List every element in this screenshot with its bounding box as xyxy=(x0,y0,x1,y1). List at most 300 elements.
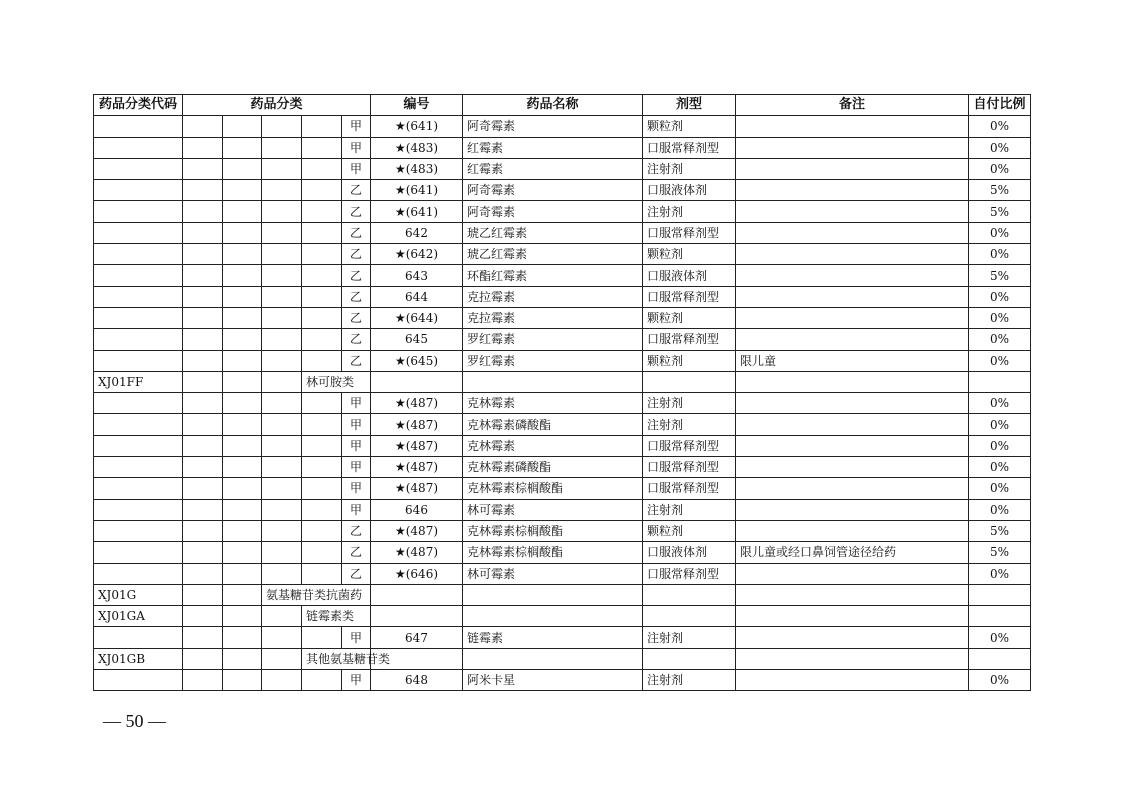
cell-tier: 甲 xyxy=(342,393,371,414)
cell-ratio: 5% xyxy=(969,520,1031,541)
cell-cat-indent xyxy=(223,307,262,328)
cell-number xyxy=(371,584,463,605)
cell-drug-name: 克拉霉素 xyxy=(463,286,643,307)
cell-number: ★(487) xyxy=(371,414,463,435)
cell-ratio: 5% xyxy=(969,265,1031,286)
cell-remark: 限儿童 xyxy=(736,350,969,371)
cell-cat-indent xyxy=(223,244,262,265)
cell-cat-indent xyxy=(302,457,342,478)
cell-number: ★(642) xyxy=(371,244,463,265)
cell-dosage-form: 口服常释剂型 xyxy=(643,137,736,158)
cell-code xyxy=(94,137,183,158)
cell-cat-indent xyxy=(302,499,342,520)
cell-code xyxy=(94,350,183,371)
cell-ratio: 0% xyxy=(969,563,1031,584)
cell-code xyxy=(94,180,183,201)
cell-code xyxy=(94,478,183,499)
cell-cat-indent xyxy=(183,222,223,243)
cell-cat-indent xyxy=(183,457,223,478)
cell-remark xyxy=(736,435,969,456)
cell-drug-name: 环酯红霉素 xyxy=(463,265,643,286)
cell-ratio: 0% xyxy=(969,286,1031,307)
cell-remark xyxy=(736,648,969,669)
cell-dosage-form: 颗粒剂 xyxy=(643,350,736,371)
cell-cat-indent xyxy=(183,265,223,286)
cell-cat-indent xyxy=(183,329,223,350)
cell-code xyxy=(94,393,183,414)
cell-ratio: 0% xyxy=(969,393,1031,414)
cell-cat-indent xyxy=(302,265,342,286)
cell-tier: 甲 xyxy=(342,499,371,520)
cell-code xyxy=(94,670,183,691)
cell-remark xyxy=(736,329,969,350)
cell-code: XJ01GA xyxy=(94,606,183,627)
cell-cat-indent xyxy=(223,670,262,691)
cell-cat-indent xyxy=(302,222,342,243)
cell-dosage-form: 颗粒剂 xyxy=(643,116,736,137)
cell-remark: 限儿童或经口鼻饲管途径给药 xyxy=(736,542,969,563)
cell-ratio xyxy=(969,606,1031,627)
header-ratio: 自付比例 xyxy=(969,95,1031,116)
table-row xyxy=(94,329,1031,350)
cell-remark xyxy=(736,137,969,158)
header-form: 剂型 xyxy=(643,95,736,116)
cell-cat-indent xyxy=(302,542,342,563)
cell-drug-name: 阿米卡星 xyxy=(463,670,643,691)
cell-drug-name: 红霉素 xyxy=(463,158,643,179)
cell-cat-indent xyxy=(183,201,223,222)
cell-cat-indent xyxy=(302,286,342,307)
cell-cat-indent xyxy=(223,350,262,371)
cell-code xyxy=(94,499,183,520)
cell-cat-indent xyxy=(302,307,342,328)
cell-tier: 乙 xyxy=(342,286,371,307)
cell-cat-indent xyxy=(262,158,302,179)
cell-cat-indent xyxy=(183,478,223,499)
cell-ratio: 0% xyxy=(969,244,1031,265)
cell-drug-name: 林可霉素 xyxy=(463,499,643,520)
cell-cat-indent xyxy=(262,414,302,435)
cell-code xyxy=(94,265,183,286)
table-body xyxy=(94,116,1031,691)
cell-cat-indent xyxy=(183,307,223,328)
cell-number: ★(487) xyxy=(371,393,463,414)
cell-code xyxy=(94,414,183,435)
cell-dosage-form: 口服常释剂型 xyxy=(643,329,736,350)
cell-cat-indent xyxy=(302,627,342,648)
cell-remark xyxy=(736,244,969,265)
cell-cat-indent xyxy=(183,584,223,605)
cell-code xyxy=(94,520,183,541)
cell-cat-indent xyxy=(183,180,223,201)
cell-drug-name xyxy=(463,584,643,605)
cell-cat-indent xyxy=(223,648,262,669)
cell-cat-indent xyxy=(183,286,223,307)
cell-cat-indent xyxy=(302,393,342,414)
cell-number xyxy=(371,371,463,392)
table-row xyxy=(94,350,1031,371)
cell-cat-indent xyxy=(302,116,342,137)
cell-dosage-form: 颗粒剂 xyxy=(643,520,736,541)
drug-catalog-table xyxy=(93,94,1031,691)
cell-code xyxy=(94,116,183,137)
cell-tier: 乙 xyxy=(342,520,371,541)
cell-number: 648 xyxy=(371,670,463,691)
cell-code: XJ01G xyxy=(94,584,183,605)
cell-code: XJ01GB xyxy=(94,648,183,669)
cell-cat-indent xyxy=(183,137,223,158)
cell-tier: 乙 xyxy=(342,222,371,243)
cell-cat-indent xyxy=(183,393,223,414)
cell-cat-indent xyxy=(262,286,302,307)
cell-code xyxy=(94,329,183,350)
table-row xyxy=(94,244,1031,265)
cell-tier: 甲 xyxy=(342,627,371,648)
cell-ratio: 0% xyxy=(969,137,1031,158)
cell-dosage-form: 注射剂 xyxy=(643,201,736,222)
cell-dosage-form: 口服常释剂型 xyxy=(643,457,736,478)
cell-drug-name: 克林霉素 xyxy=(463,393,643,414)
table-row xyxy=(94,393,1031,414)
cell-cat-indent xyxy=(223,414,262,435)
cell-code xyxy=(94,457,183,478)
cell-number: ★(645) xyxy=(371,350,463,371)
cell-cat-indent xyxy=(223,478,262,499)
cell-ratio: 0% xyxy=(969,627,1031,648)
cell-tier: 乙 xyxy=(342,201,371,222)
cell-ratio: 5% xyxy=(969,542,1031,563)
table-row xyxy=(94,307,1031,328)
table-row xyxy=(94,606,1031,627)
cell-cat-indent xyxy=(302,350,342,371)
cell-cat-indent xyxy=(262,648,302,669)
cell-dosage-form: 口服常释剂型 xyxy=(643,435,736,456)
cell-code xyxy=(94,244,183,265)
cell-tier: 甲 xyxy=(342,414,371,435)
cell-cat-indent xyxy=(302,244,342,265)
cell-cat-indent xyxy=(183,116,223,137)
cell-cat-indent xyxy=(302,180,342,201)
cell-cat-indent xyxy=(223,393,262,414)
cell-tier: 乙 xyxy=(342,180,371,201)
cell-number: ★(644) xyxy=(371,307,463,328)
cell-dosage-form: 口服常释剂型 xyxy=(643,478,736,499)
table-row xyxy=(94,371,1031,392)
cell-code xyxy=(94,542,183,563)
cell-cat-indent xyxy=(183,158,223,179)
cell-cat-indent xyxy=(183,606,223,627)
page-number: — 50 — xyxy=(103,711,166,731)
cell-number: ★(483) xyxy=(371,137,463,158)
cell-drug-name: 琥乙红霉素 xyxy=(463,222,643,243)
cell-ratio: 5% xyxy=(969,180,1031,201)
cell-number: ★(646) xyxy=(371,563,463,584)
cell-code xyxy=(94,201,183,222)
cell-remark xyxy=(736,584,969,605)
cell-ratio: 0% xyxy=(969,329,1031,350)
table-row xyxy=(94,584,1031,605)
cell-code xyxy=(94,563,183,584)
cell-remark xyxy=(736,180,969,201)
cell-remark xyxy=(736,627,969,648)
cell-cat-indent xyxy=(262,563,302,584)
cell-remark xyxy=(736,563,969,584)
cell-dosage-form xyxy=(643,584,736,605)
cell-ratio: 0% xyxy=(969,307,1031,328)
header-name: 药品名称 xyxy=(463,95,643,116)
cell-dosage-form: 注射剂 xyxy=(643,414,736,435)
cell-number xyxy=(371,606,463,627)
cell-drug-name: 阿奇霉素 xyxy=(463,116,643,137)
table-row xyxy=(94,116,1031,137)
cell-category: 林可胺类 xyxy=(302,371,371,392)
table-row xyxy=(94,499,1031,520)
cell-code xyxy=(94,222,183,243)
cell-cat-indent xyxy=(302,435,342,456)
table-row xyxy=(94,627,1031,648)
cell-dosage-form: 口服常释剂型 xyxy=(643,563,736,584)
cell-remark xyxy=(736,371,969,392)
cell-cat-indent xyxy=(262,520,302,541)
cell-ratio: 0% xyxy=(969,670,1031,691)
cell-dosage-form xyxy=(643,648,736,669)
cell-cat-indent xyxy=(302,670,342,691)
cell-ratio: 0% xyxy=(969,478,1031,499)
header-category: 药品分类 xyxy=(183,95,371,116)
cell-code xyxy=(94,627,183,648)
cell-cat-indent xyxy=(183,244,223,265)
cell-number: 646 xyxy=(371,499,463,520)
cell-ratio: 0% xyxy=(969,116,1031,137)
cell-cat-indent xyxy=(262,201,302,222)
cell-category: 氨基糖苷类抗菌药 xyxy=(262,584,371,605)
cell-cat-indent xyxy=(262,371,302,392)
cell-cat-indent xyxy=(262,116,302,137)
cell-cat-indent xyxy=(223,116,262,137)
cell-tier: 乙 xyxy=(342,329,371,350)
cell-ratio: 0% xyxy=(969,158,1031,179)
cell-number: ★(641) xyxy=(371,201,463,222)
cell-cat-indent xyxy=(262,542,302,563)
cell-remark xyxy=(736,116,969,137)
cell-number: ★(487) xyxy=(371,457,463,478)
cell-tier: 甲 xyxy=(342,457,371,478)
cell-dosage-form: 口服液体剂 xyxy=(643,265,736,286)
cell-drug-name: 红霉素 xyxy=(463,137,643,158)
cell-drug-name: 罗红霉素 xyxy=(463,350,643,371)
cell-cat-indent xyxy=(223,584,262,605)
cell-number: ★(641) xyxy=(371,180,463,201)
cell-cat-indent xyxy=(262,606,302,627)
cell-cat-indent xyxy=(262,222,302,243)
cell-tier: 乙 xyxy=(342,244,371,265)
cell-tier: 乙 xyxy=(342,542,371,563)
cell-code xyxy=(94,286,183,307)
header-remark: 备注 xyxy=(736,95,969,116)
cell-remark xyxy=(736,670,969,691)
cell-dosage-form: 注射剂 xyxy=(643,499,736,520)
table-row xyxy=(94,286,1031,307)
cell-remark xyxy=(736,307,969,328)
cell-cat-indent xyxy=(223,606,262,627)
cell-drug-name: 克林霉素 xyxy=(463,435,643,456)
cell-cat-indent xyxy=(262,137,302,158)
cell-drug-name: 链霉素 xyxy=(463,627,643,648)
cell-tier: 甲 xyxy=(342,116,371,137)
cell-drug-name: 林可霉素 xyxy=(463,563,643,584)
cell-remark xyxy=(736,265,969,286)
cell-number: ★(641) xyxy=(371,116,463,137)
cell-cat-indent xyxy=(183,371,223,392)
cell-cat-indent xyxy=(302,137,342,158)
table-row xyxy=(94,563,1031,584)
cell-drug-name: 克林霉素磷酸酯 xyxy=(463,414,643,435)
cell-dosage-form: 颗粒剂 xyxy=(643,244,736,265)
cell-remark xyxy=(736,457,969,478)
header-number: 编号 xyxy=(371,95,463,116)
table-row xyxy=(94,542,1031,563)
cell-cat-indent xyxy=(262,627,302,648)
cell-cat-indent xyxy=(183,520,223,541)
cell-cat-indent xyxy=(262,350,302,371)
cell-dosage-form: 注射剂 xyxy=(643,627,736,648)
cell-cat-indent xyxy=(223,435,262,456)
cell-tier: 甲 xyxy=(342,478,371,499)
cell-cat-indent xyxy=(262,670,302,691)
cell-ratio: 0% xyxy=(969,222,1031,243)
cell-dosage-form xyxy=(643,606,736,627)
cell-number: 645 xyxy=(371,329,463,350)
cell-tier: 甲 xyxy=(342,670,371,691)
cell-drug-name xyxy=(463,648,643,669)
cell-drug-name: 琥乙红霉素 xyxy=(463,244,643,265)
cell-cat-indent xyxy=(223,137,262,158)
cell-drug-name: 克拉霉素 xyxy=(463,307,643,328)
cell-code: XJ01FF xyxy=(94,371,183,392)
table-row xyxy=(94,158,1031,179)
cell-dosage-form: 口服常释剂型 xyxy=(643,286,736,307)
cell-cat-indent xyxy=(302,158,342,179)
table-row xyxy=(94,137,1031,158)
cell-remark xyxy=(736,478,969,499)
cell-tier: 乙 xyxy=(342,307,371,328)
cell-cat-indent xyxy=(262,435,302,456)
cell-ratio: 0% xyxy=(969,350,1031,371)
cell-cat-indent xyxy=(302,329,342,350)
cell-ratio xyxy=(969,648,1031,669)
cell-cat-indent xyxy=(183,670,223,691)
table-row xyxy=(94,201,1031,222)
cell-tier: 甲 xyxy=(342,137,371,158)
cell-cat-indent xyxy=(183,542,223,563)
cell-dosage-form: 颗粒剂 xyxy=(643,307,736,328)
cell-cat-indent xyxy=(223,265,262,286)
cell-cat-indent xyxy=(262,478,302,499)
cell-ratio: 0% xyxy=(969,435,1031,456)
cell-category: 链霉素类 xyxy=(302,606,371,627)
cell-code xyxy=(94,158,183,179)
cell-cat-indent xyxy=(183,627,223,648)
cell-number: 644 xyxy=(371,286,463,307)
table-row xyxy=(94,222,1031,243)
table-row xyxy=(94,457,1031,478)
cell-remark xyxy=(736,201,969,222)
cell-cat-indent xyxy=(183,563,223,584)
cell-dosage-form xyxy=(643,371,736,392)
cell-cat-indent xyxy=(223,371,262,392)
cell-ratio: 0% xyxy=(969,414,1031,435)
cell-cat-indent xyxy=(262,180,302,201)
cell-cat-indent xyxy=(183,499,223,520)
cell-drug-name: 克林霉素棕榈酸酯 xyxy=(463,478,643,499)
cell-code xyxy=(94,435,183,456)
cell-cat-indent xyxy=(302,478,342,499)
cell-cat-indent xyxy=(262,265,302,286)
cell-cat-indent xyxy=(183,648,223,669)
table-row xyxy=(94,414,1031,435)
cell-number: 643 xyxy=(371,265,463,286)
cell-cat-indent xyxy=(183,350,223,371)
cell-dosage-form: 口服常释剂型 xyxy=(643,222,736,243)
cell-cat-indent xyxy=(262,457,302,478)
cell-code xyxy=(94,307,183,328)
cell-cat-indent xyxy=(223,158,262,179)
cell-drug-name: 罗红霉素 xyxy=(463,329,643,350)
cell-remark xyxy=(736,499,969,520)
cell-category: 其他氨基糖苷类 xyxy=(302,648,371,669)
table-row xyxy=(94,180,1031,201)
cell-ratio: 5% xyxy=(969,201,1031,222)
cell-drug-name: 阿奇霉素 xyxy=(463,201,643,222)
cell-dosage-form: 口服液体剂 xyxy=(643,180,736,201)
table-row xyxy=(94,478,1031,499)
cell-drug-name: 克林霉素棕榈酸酯 xyxy=(463,520,643,541)
cell-cat-indent xyxy=(223,329,262,350)
cell-cat-indent xyxy=(262,393,302,414)
cell-dosage-form: 注射剂 xyxy=(643,670,736,691)
table-row xyxy=(94,435,1031,456)
cell-cat-indent xyxy=(223,627,262,648)
cell-cat-indent xyxy=(262,499,302,520)
cell-tier: 甲 xyxy=(342,435,371,456)
cell-ratio: 0% xyxy=(969,457,1031,478)
table-row xyxy=(94,648,1031,669)
cell-drug-name: 克林霉素棕榈酸酯 xyxy=(463,542,643,563)
cell-dosage-form: 口服液体剂 xyxy=(643,542,736,563)
cell-remark xyxy=(736,414,969,435)
cell-number: ★(487) xyxy=(371,520,463,541)
cell-remark xyxy=(736,222,969,243)
table-row xyxy=(94,265,1031,286)
cell-cat-indent xyxy=(262,244,302,265)
cell-cat-indent xyxy=(183,414,223,435)
cell-number: 647 xyxy=(371,627,463,648)
cell-cat-indent xyxy=(302,201,342,222)
cell-dosage-form: 注射剂 xyxy=(643,158,736,179)
cell-cat-indent xyxy=(302,414,342,435)
cell-dosage-form: 注射剂 xyxy=(643,393,736,414)
table-header-row xyxy=(94,95,1031,116)
cell-tier: 乙 xyxy=(342,350,371,371)
cell-cat-indent xyxy=(223,457,262,478)
cell-cat-indent xyxy=(223,563,262,584)
cell-cat-indent xyxy=(223,542,262,563)
cell-cat-indent xyxy=(223,520,262,541)
header-code: 药品分类代码 xyxy=(94,95,183,116)
cell-remark xyxy=(736,393,969,414)
cell-number: ★(487) xyxy=(371,435,463,456)
cell-cat-indent xyxy=(183,435,223,456)
